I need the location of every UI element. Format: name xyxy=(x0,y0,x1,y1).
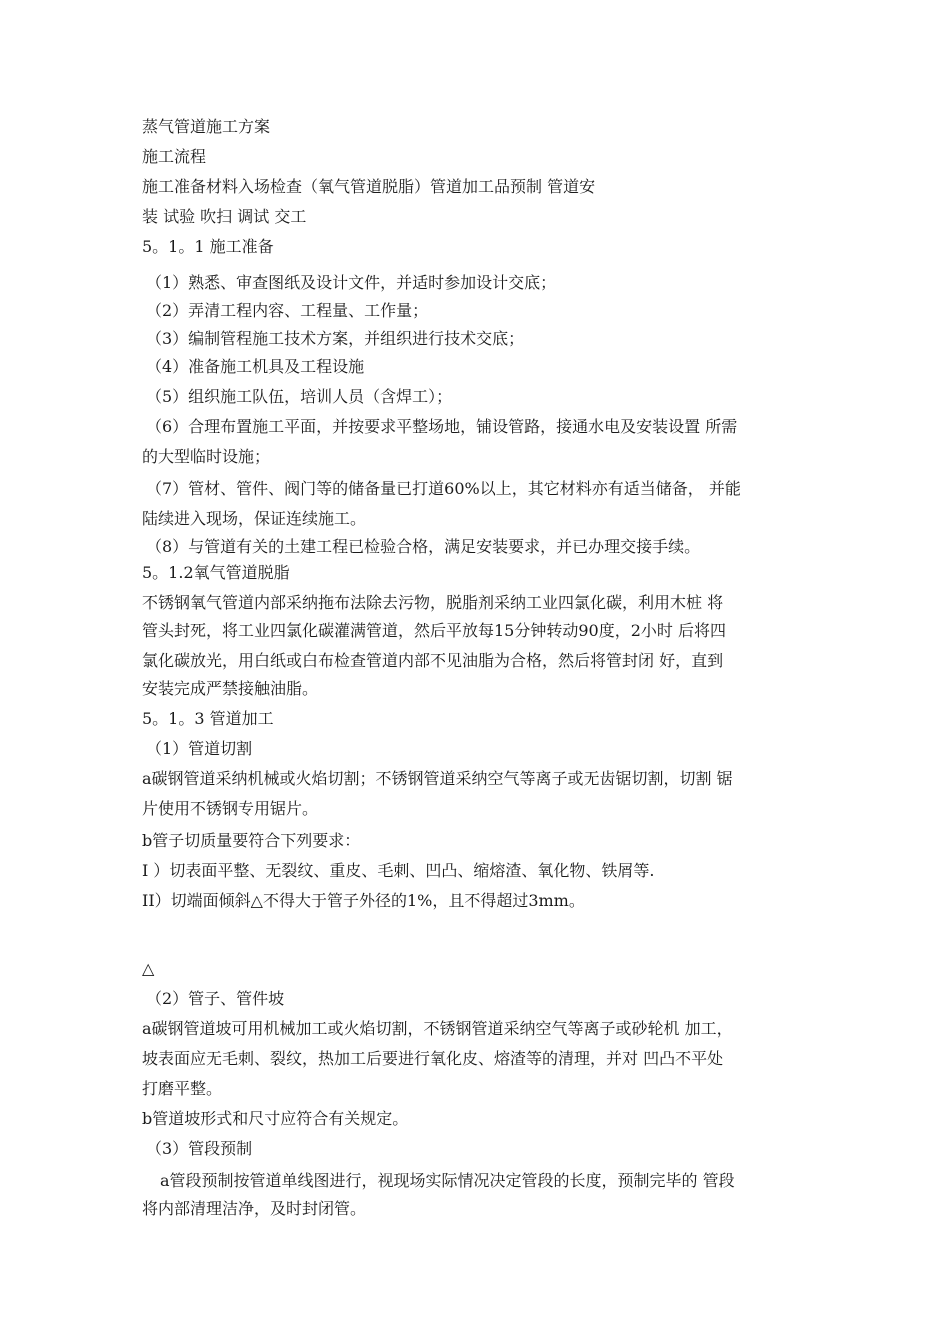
list-item: （1）熟悉、审查图纸及设计文件，并适时参加设计交底； xyxy=(146,273,557,292)
paragraph-line: b管道坡形式和尺寸应符合有关规定。 xyxy=(142,1109,409,1128)
section-heading: 5。1.2氧气管道脱脂 xyxy=(142,563,290,582)
paragraph-line: 坡表面应无毛刺、裂纹，热加工后要进行氧化皮、熔渣等的清理，并对 凹凸不平处 xyxy=(142,1049,724,1068)
list-item: （7）管材、管件、阀门等的储备量已打道60%以上，其它材料亦有适当储备， 并能 xyxy=(146,479,741,498)
flow-text-line: 装 试验 吹扫 调试 交工 xyxy=(142,207,307,226)
paragraph-line: 氯化碳放光，用白纸或白布检查管道内部不见油脂为合格，然后将管封闭 好，直到 xyxy=(142,651,724,670)
section-heading: 5。1。1 施工准备 xyxy=(142,237,274,256)
list-item: （6）合理布置施工平面，并按要求平整场地，铺设管路，接通水电及安装设置 所需 xyxy=(146,417,738,436)
list-item: （2）弄清工程内容、工程量、工作量； xyxy=(146,301,429,320)
document-title: 蒸气管道施工方案 xyxy=(142,117,271,136)
list-item: （4）准备施工机具及工程设施 xyxy=(146,357,365,376)
flow-heading: 施工流程 xyxy=(142,147,207,166)
list-item: （8）与管道有关的土建工程已检验合格，满足安装要求，并已办理交接手续。 xyxy=(146,537,701,556)
list-item: （3）编制管程施工技术方案，并组织进行技术交底； xyxy=(146,329,525,348)
paragraph-line: 管头封死，将工业四氯化碳灌满管道，然后平放每15分钟转动90度，2小时 后将四 xyxy=(142,621,726,640)
paragraph-line: 不锈钢氧气管道内部采纳拖布法除去污物，脱脂剂采纳工业四氯化碳，利用木桩 将 xyxy=(142,593,724,612)
requirement-item: I ）切表面平整、无裂纹、重皮、毛刺、凹凸、缩熔渣、氧化物、铁屑等. xyxy=(142,861,655,880)
paragraph-line: a碳钢管道采纳机械或火焰切割；不锈钢管道采纳空气等离子或无齿锯切割，切割 锯 xyxy=(142,769,733,788)
subsection-heading: （2）管子、管件坡 xyxy=(146,989,285,1008)
list-item-continuation: 的大型临时设施； xyxy=(142,447,271,466)
paragraph-line: a碳钢管道坡可用机械加工或火焰切割，不锈钢管道采纳空气等离子或砂轮机 加工， xyxy=(142,1019,733,1038)
paragraph-line: b管子切质量要符合下列要求： xyxy=(142,831,361,850)
list-item: （5）组织施工队伍，培训人员（含焊工）； xyxy=(146,387,453,406)
paragraph-line: 打磨平整。 xyxy=(142,1079,223,1098)
paragraph-line: 将内部清理洁净，及时封闭管。 xyxy=(142,1199,367,1218)
requirement-item: II）切端面倾斜△不得大于管子外径的1%，且不得超过3mm。 xyxy=(142,891,585,910)
triangle-symbol: △ xyxy=(142,959,155,978)
list-item-continuation: 陆续进入现场，保证连续施工。 xyxy=(142,509,367,528)
section-heading: 5。1。3 管道加工 xyxy=(142,709,274,728)
subsection-heading: （3）管段预制 xyxy=(146,1139,253,1158)
flow-text-line: 施工准备材料入场检查（氧气管道脱脂）管道加工品预制 管道安 xyxy=(142,177,596,196)
subsection-heading: （1）管道切割 xyxy=(146,739,253,758)
paragraph-line: a管段预制按管道单线图进行，视现场实际情况决定管段的长度，预制完毕的 管段 xyxy=(160,1171,735,1190)
paragraph-line: 片使用不锈钢专用锯片。 xyxy=(142,799,319,818)
paragraph-line: 安装完成严禁接触油脂。 xyxy=(142,679,319,698)
